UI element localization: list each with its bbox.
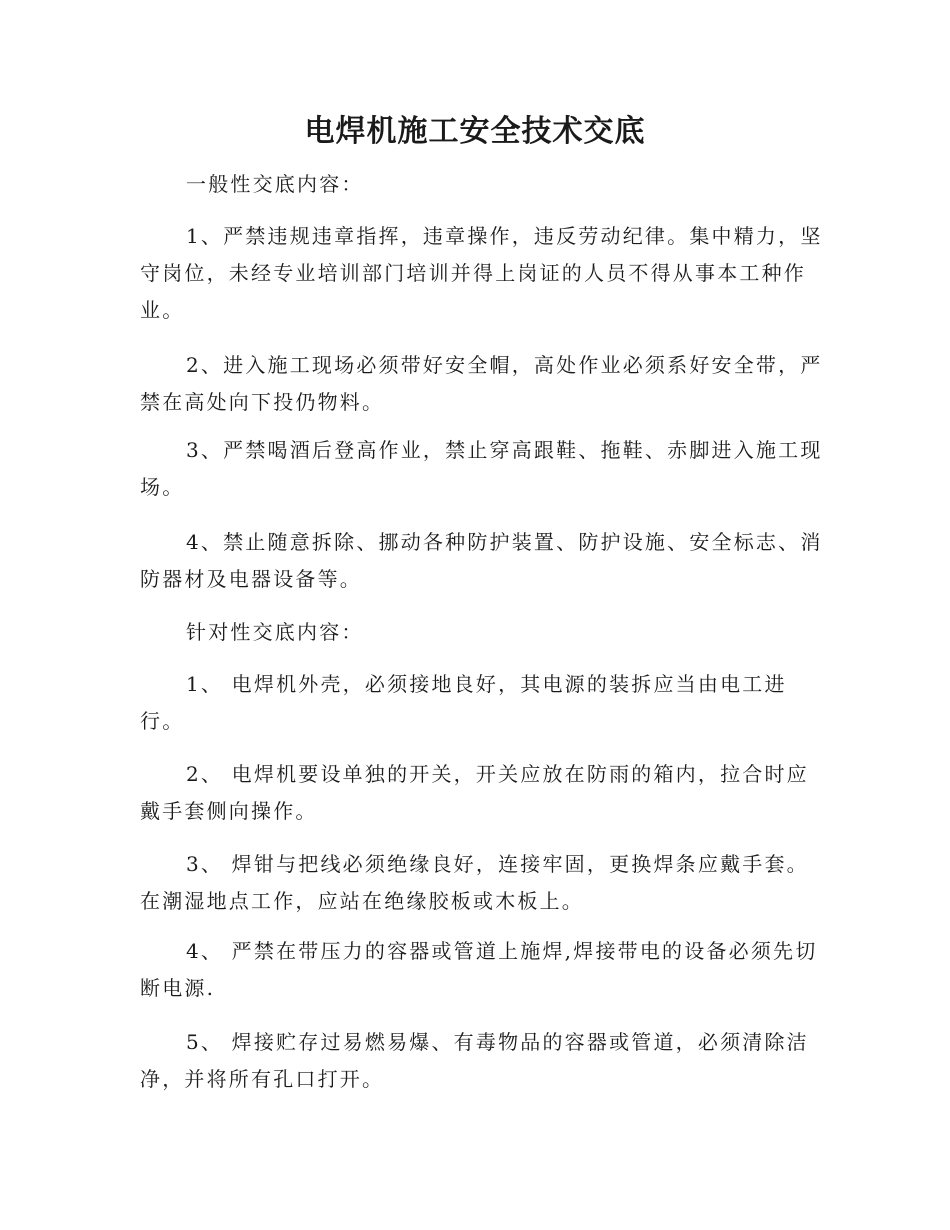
specific-item-3 <box>140 846 810 920</box>
specific-item-1 <box>140 666 810 740</box>
specific-item-3-line-2: 在潮湿地点工作，应站在绝缘胶板或木板上。 <box>140 889 584 913</box>
specific-item-2-line-2: 戴手套侧向操作。 <box>140 799 318 823</box>
general-item-4 <box>140 524 823 598</box>
document-title: 电焊机施工安全技术交底 <box>304 114 646 149</box>
specific-item-4-line-1: 4、 严禁在带压力的容器或管道上施焊,焊接带电的设备必须先切 <box>186 939 818 963</box>
specific-item-3-line-1: 3、 焊钳与把线必须绝缘良好，连接牢固，更换焊条应戴手套。 <box>186 852 809 876</box>
general-item-3-line-2: 场。 <box>140 475 185 499</box>
specific-heading-text: 针对性交底内容： <box>186 620 364 644</box>
general-item-2-line-2: 禁在高处向下投仍物料。 <box>140 390 385 414</box>
general-item-1-line-3: 业。 <box>140 298 185 322</box>
general-item-4-line-1: 4、禁止随意拆除、挪动各种防护装置、防护设施、安全标志、消 <box>186 530 823 554</box>
specific-item-5-line-2: 净，并将所有孔口打开。 <box>140 1067 385 1091</box>
general-item-1-line-1: 1、严禁违规违章指挥，违章操作，违反劳动纪律。集中精力，坚 <box>186 224 823 248</box>
general-item-3 <box>140 432 823 506</box>
general-item-2 <box>140 347 823 421</box>
specific-item-2-line-1: 2、 电焊机要设单独的开关，开关应放在防雨的箱内，拉合时应 <box>186 762 809 786</box>
general-item-4-line-2: 防器材及电器设备等。 <box>140 567 362 591</box>
specific-section-heading <box>140 614 856 651</box>
specific-item-1-line-1: 1、 电焊机外壳，必须接地良好，其电源的装拆应当由电工进 <box>186 672 787 696</box>
general-item-2-line-1: 2、进入施工现场必须带好安全帽，高处作业必须系好安全带，严 <box>186 353 823 377</box>
specific-item-5-line-1: 5、 焊接贮存过易燃易爆、有毒物品的容器或管道，必须清除洁 <box>186 1030 809 1054</box>
general-heading-text: 一般性交底内容： <box>186 172 364 196</box>
general-item-1 <box>140 218 823 329</box>
specific-item-4-line-2: 断电源. <box>140 976 216 1000</box>
specific-item-1-line-2: 行。 <box>140 709 185 733</box>
general-item-3-line-1: 3、严禁喝酒后登高作业，禁止穿高跟鞋、拖鞋、赤脚进入施工现 <box>186 438 823 462</box>
general-section-heading <box>140 166 856 203</box>
general-item-1-line-2: 守岗位，未经专业培训部门培训并得上岗证的人员不得从事本工种作 <box>140 261 806 285</box>
specific-item-2 <box>140 756 810 830</box>
specific-item-5 <box>140 1024 810 1098</box>
specific-item-4 <box>140 933 818 1007</box>
